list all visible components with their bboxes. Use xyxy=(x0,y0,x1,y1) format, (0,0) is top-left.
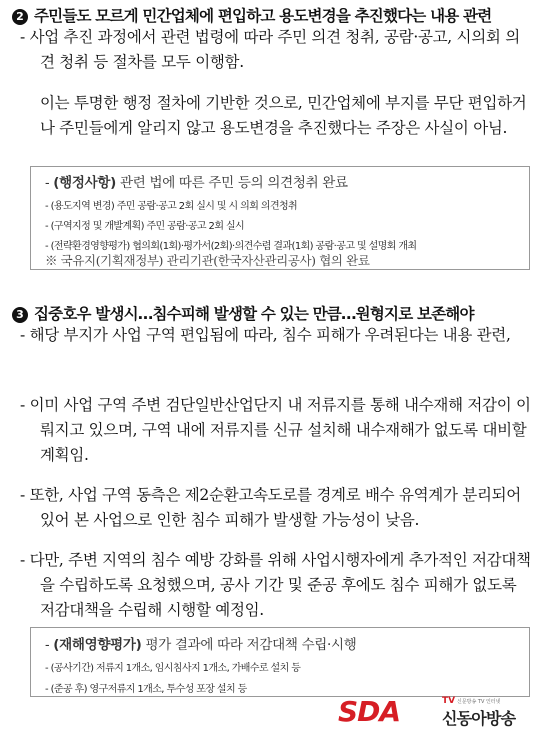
section-2-heading-text: 주민들도 모르게 민간업체에 편입하고 용도변경을 추진했다는 내용 관련 xyxy=(34,7,492,25)
section-2-heading xyxy=(12,4,491,26)
logo-name: 신동아방송 xyxy=(442,709,516,728)
section-2-box-note: ※ 국유지(기획재정부) 관리기관(한국자산관리공사) 협의 완료 xyxy=(45,253,370,268)
section-3-paragraph-2: - 이미 사업 구역 주변 검단일반산업단지 내 저류지를 통해 내수재해 저감이 이뤄지고 있으며, 구역 내에 저류지를 신규 설치해 내수재해가 없도록 대비할 계획임. xyxy=(20,396,531,464)
section-2-box-item: - (구역지정 및 개발계획) 주민 공람·공고 2회 실시 xyxy=(45,221,245,232)
section-3-box-item: - (공사기간) 저류지 1개소, 임시침사지 1개소, 가배수로 설치 등 xyxy=(45,663,301,674)
section-2-box-item: - (용도지역 변경) 주민 공람·공고 2회 실시 및 시 의회 의견청취 xyxy=(45,201,298,212)
section-3-box-item: - (준공 후) 영구저류지 1개소, 투수성 포장 설치 등 xyxy=(45,684,247,695)
section-2-info-box xyxy=(30,166,530,270)
section-3-box-title: - (재해영향평가) 평가 결과에 따라 저감대책 수립·시행 xyxy=(45,637,357,653)
logo-mark: SDA xyxy=(338,695,401,728)
section-2-paragraph-2: 이는 투명한 행정 절차에 기반한 것으로, 민간업체에 부지를 무단 편입하거나 주민들에게 알리지 않고 용도변경을 추진했다는 주장은 사실이 아님. xyxy=(40,94,527,137)
section-3-paragraph-4: - 다만, 주변 지역의 침수 예방 강화를 위해 사업시행자에게 추가적인 저감대책을 수립하도록 요청했으며, 공사 기간 및 준공 후에도 침수 피해가 없도록 저감대책을 수립해 시행할 예정임. xyxy=(20,551,531,619)
section-2-box-title: - (행정사항) 관련 법에 따른 주민 등의 의견청취 완료 xyxy=(45,175,348,191)
section-2-box-item: - (전략환경영향평가) 협의회(1회)·평가서(2회)·의견수렴 결과(1회) 공람·공고 및 설명회 개최 xyxy=(45,241,417,252)
section-3-heading xyxy=(12,302,474,324)
logo-subtitle: 신문방송 TV 인터넷 xyxy=(457,699,501,705)
section-3-info-box xyxy=(30,627,530,697)
section-3-number: 3 xyxy=(12,307,28,323)
logo-tv: TV xyxy=(442,696,456,706)
section-3-paragraph-1: - 해당 부지가 사업 구역 편입됨에 따라, 침수 피해가 우려된다는 내용 관련, xyxy=(20,326,511,344)
section-3-paragraph-3: - 또한, 사업 구역 동측은 제2순환고속도로를 경계로 배수 유역계가 분리되어 있어 본 사업으로 인한 침수 피해가 발생할 가능성이 낮음. xyxy=(20,486,521,529)
sda-tv-logo xyxy=(330,695,535,729)
section-2-paragraph-1: - 사업 추진 과정에서 관련 법령에 따라 주민 의견 청취, 공람·공고, 시의회 의견 청취 등 절차를 모두 이행함. xyxy=(20,28,520,71)
section-3-heading-text: 집중호우 발생시…침수피해 발생할 수 있는 만큼…원형지로 보존해야 xyxy=(34,305,474,323)
section-2-number: 2 xyxy=(12,9,28,25)
